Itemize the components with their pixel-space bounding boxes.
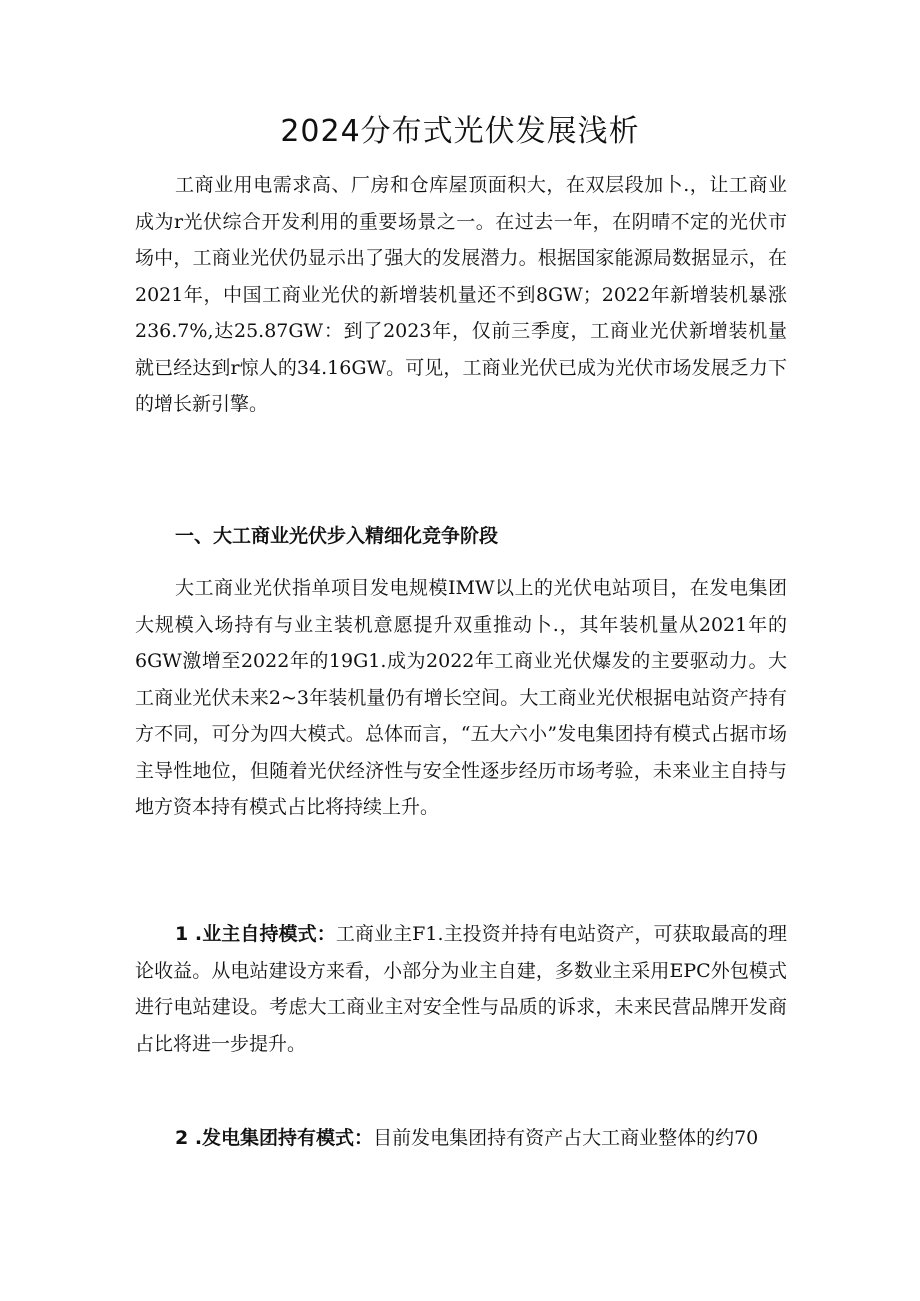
document-title: 2024分布式光伏发展浅析 xyxy=(280,114,640,149)
section-heading: 一、大工商业光伏步入精细化竞争阶段 xyxy=(175,525,499,547)
section-paragraph: 大工商业光伏指单项目发电规模IMW以上的光伏电站项目，在发电集团大规模入场持有与业主装机意愿提升双重推动卜.，其年装机量从2021年的6GW激增至2022年的19G1.成为2022年工商业光伏爆发的主要驱动力。大工商业光伏未来2~3年装机量仍有增长空间。大工商业光伏根据电站资产持有方不同，可分为四大模式。总体而言，“五大六小”发电集团持有模式占据市场主导性地位，但随着光伏经济性与安全性逐步经历市场考验，未来业主自持与地方资本持有模式占比将持续上升。 xyxy=(135,577,787,818)
list-item-power-group-held xyxy=(135,1120,787,1157)
intro-paragraph: 工商业用电需求高、厂房和仓库屋顶面积大，在双层段加卜.，让工商业成为r光伏综合开发利用的重要场景之一。在过去一年，在阴晴不定的光伏市场中，工商业光伏仍显示出了强大的发展潜力。根据国家能源局数据显示，在2021年，中国工商业光伏的新增装机量还不到8GW；2022年新增装机暴涨236.7%,达25.87GW：到了2023年，仅前三季度，工商业光伏新增装机量就已经达到r惊人的34.16GW。可见，工商业光伏已成为光伏市场发展乏力下的增长新引擎。 xyxy=(135,174,787,415)
list-item-owner-self-held xyxy=(135,916,787,1062)
list-item-lead: 1 .业主自持模式： xyxy=(175,923,336,945)
list-item-text: 工商业主F1.主投资并持有电站资产，可获取最高的理论收益。从电站建设方来看，小部分为业主自建，多数业主采用EPC外包模式进行电站建设。考虑大工商业主对安全性与品质的诉求，未来民营品牌开发商占比将进一步提升。 xyxy=(135,923,788,1055)
list-item-lead: 2 .发电集团持有模式： xyxy=(175,1127,374,1149)
list-item-text: 目前发电集团持有资产占大工商业整体的约70 xyxy=(373,1127,759,1149)
